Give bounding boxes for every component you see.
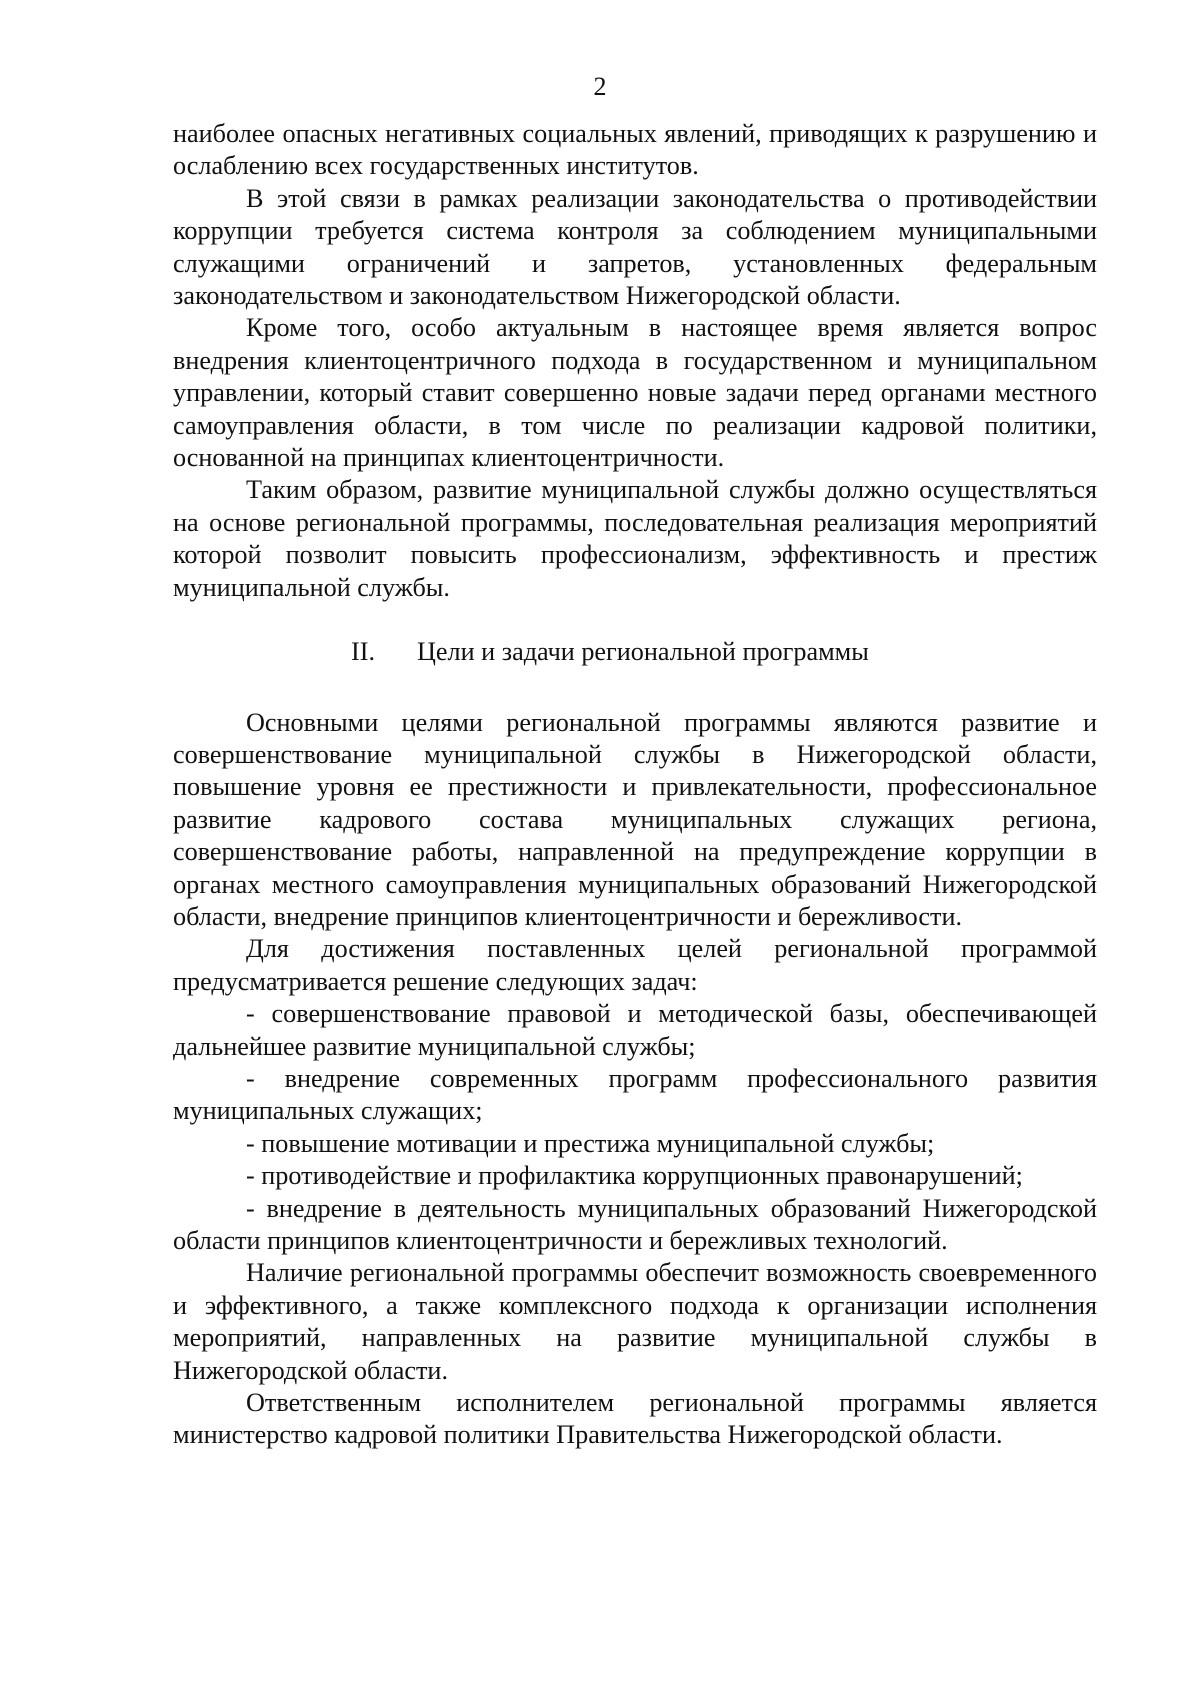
paragraph-program-benefit: Наличие региональной программы обеспечит возможность своевременного и эффективного, а также комплексного подхода к организации исполнения мероприятий, направленных на развитие муниципальной службы в Нижегородской области. — [173, 1258, 1097, 1385]
paragraph-client-centric-approach: Кроме того, особо актуальным в настоящее время является вопрос внедрения клиентоцентричного подхода в государственном и муниципальном управлении, который ставит совершенно новые задачи перед органами местного самоуправления области, в том числе по реализации кадровой политики, основанной на принципах клиентоцентричности. — [173, 313, 1097, 473]
section-number: II. — [351, 637, 375, 667]
task-item: - повышение мотивации и престижа муниципальной службы; — [246, 1128, 935, 1158]
task-item: - внедрение в деятельность муниципальных образований Нижегородской области принципов клиентоцентричности и бережливых технологий. — [173, 1193, 1097, 1255]
task-item: - совершенствование правовой и методической базы, обеспечивающей дальнейшее развитие муниципальной службы; — [173, 999, 1097, 1061]
task-item: - противодействие и профилактика коррупционных правонарушений; — [246, 1161, 1023, 1191]
paragraph-anticorruption-control: В этой связи в рамках реализации законодательства о противодействии коррупции требуется система контроля за соблюдением муниципальными служащими ограничений и запретов, установленных федеральным законодательством и законодательством Нижегородской области. — [173, 183, 1097, 311]
paragraph-tasks-intro: Для достижения поставленных целей региональной программой предусматривается решение следующих задач: — [173, 934, 1097, 996]
paragraph-responsible-executor: Ответственным исполнителем региональной программы является министерство кадровой политики Правительства Нижегородской области. — [173, 1388, 1097, 1450]
task-item: - внедрение современных программ профессионального развития муниципальных служащих; — [173, 1063, 1097, 1126]
section-title: Цели и задачи региональной программы — [417, 637, 869, 667]
section-heading — [173, 636, 1097, 668]
paragraph-continuation: наиболее опасных негативных социальных явлений, приводящих к разрушению и ослаблению всех государственных институтов. — [173, 119, 1097, 181]
paragraph-program-conclusion: Таким образом, развитие муниципальной службы должно осуществляться на основе региональной программы, последовательная реализация мероприятий которой позволит повысить профессионализм, эффективность и престиж муниципальной службы. — [173, 475, 1097, 602]
paragraph-program-goals: Основными целями региональной программы являются развитие и совершенствование муниципальной службы в Нижегородской области, повышение уровня ее престижности и привлекательности, профессиональное развитие кадрового состава муниципальных служащих региона, совершенствование работы, направленной на предупреждение коррупции в органах местного самоуправления муниципальных образований Нижегородской области, внедрение принципов клиентоцентричности и бережливости. — [173, 707, 1097, 931]
page-number: 2 — [593, 72, 607, 101]
document-body — [173, 118, 1097, 1452]
